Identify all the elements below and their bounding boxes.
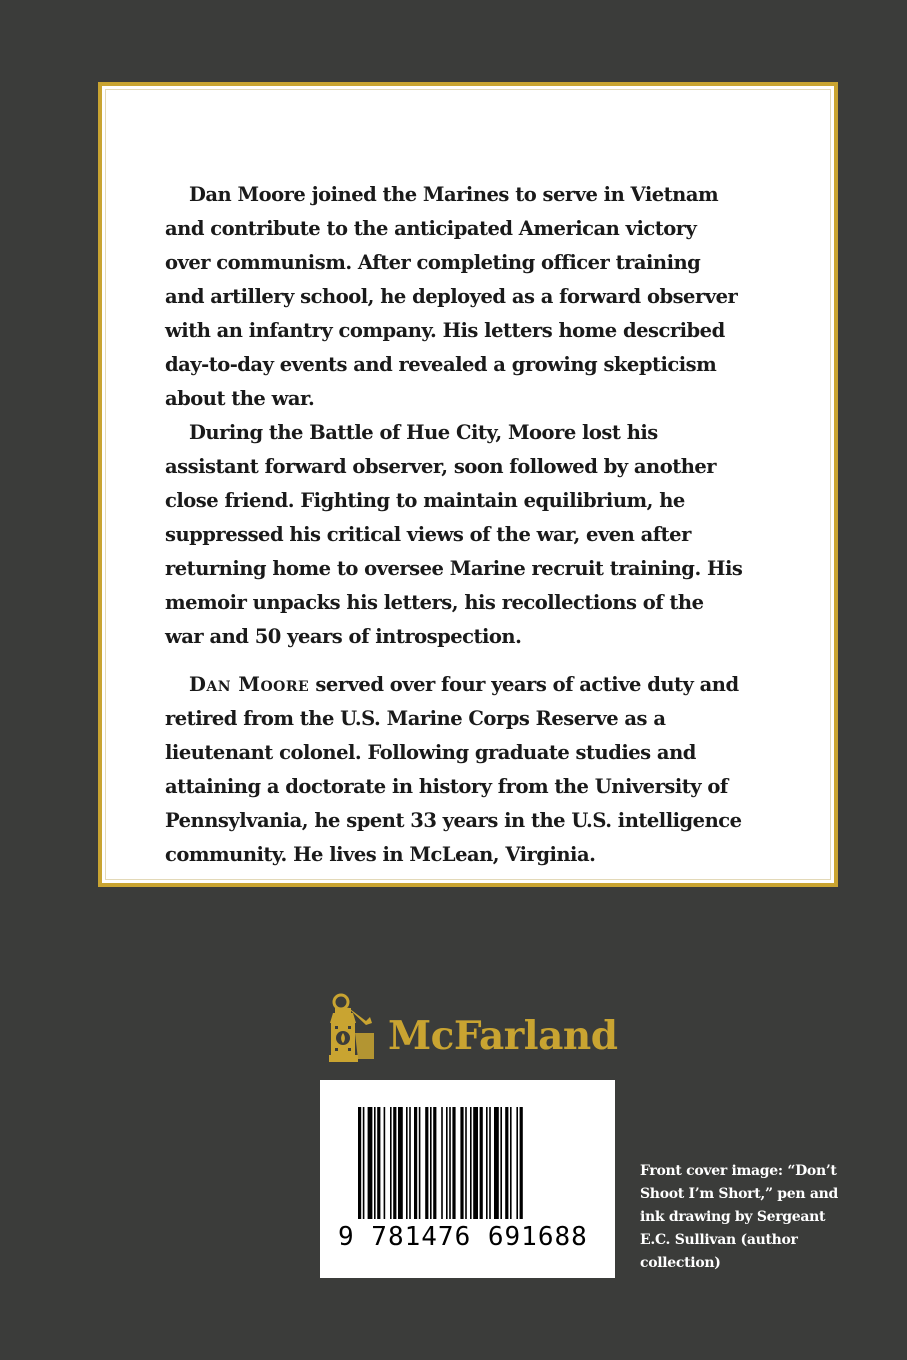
lantern-icon bbox=[326, 993, 384, 1068]
barcode-bar bbox=[414, 1107, 417, 1219]
isbn-number: 9 781476 691688 bbox=[338, 1222, 588, 1252]
blurb-paragraph-1: Dan Moore joined the Marines to serve in Vietnam and contribute to the anticipated American victory over communism. After completing officer training and artillery school, he deployed as a forward observer with an infantry company. His letters home described day-to-day events and revealed a growing skepticism about the war. bbox=[165, 183, 738, 410]
publisher-logo bbox=[326, 993, 618, 1068]
barcode-bar bbox=[406, 1107, 408, 1219]
barcode-bar bbox=[393, 1107, 396, 1219]
barcode-bar bbox=[470, 1107, 472, 1219]
barcode-bar bbox=[446, 1107, 448, 1219]
barcode bbox=[320, 1080, 615, 1278]
barcode-bar bbox=[465, 1107, 467, 1219]
barcode-bar bbox=[419, 1107, 421, 1219]
barcode-bar bbox=[486, 1107, 488, 1219]
barcode-bar bbox=[409, 1107, 411, 1219]
barcode-bar bbox=[425, 1107, 428, 1219]
barcode-bar bbox=[460, 1107, 463, 1219]
barcode-bar bbox=[363, 1107, 365, 1219]
barcode-bar bbox=[377, 1107, 380, 1219]
barcode-bar bbox=[494, 1107, 499, 1219]
barcode-bar bbox=[520, 1107, 523, 1219]
publisher-name: McFarland bbox=[388, 1012, 618, 1059]
author-bio bbox=[165, 668, 745, 872]
barcode-bar bbox=[430, 1107, 432, 1219]
barcode-bar bbox=[505, 1107, 508, 1219]
barcode-bar bbox=[384, 1107, 386, 1219]
barcode-bar bbox=[500, 1107, 502, 1219]
barcode-bar bbox=[510, 1107, 512, 1219]
barcode-bar bbox=[374, 1107, 376, 1219]
author-bio-text: served over four years of active duty and retired from the U.S. Marine Corps Reserve as a lieutenant colonel. Following graduate studies and attaining a doctorate in history from the University of Pennsylvania, he spent 33 years in the U.S. intelligence community. He lives in McLean, Virginia. bbox=[165, 673, 742, 866]
barcode-bars bbox=[358, 1107, 578, 1219]
barcode-bar bbox=[433, 1107, 436, 1219]
barcode-bar bbox=[449, 1107, 451, 1219]
barcode-bar bbox=[452, 1107, 455, 1219]
barcode-bar bbox=[516, 1107, 518, 1219]
cover-image-credit: Front cover image: “Don’t Shoot I’m Short,” pen and ink drawing by Sergeant E.C. Sullivan (author collection) bbox=[640, 1163, 838, 1271]
barcode-bar bbox=[441, 1107, 443, 1219]
barcode-bar bbox=[489, 1107, 491, 1219]
barcode-bar bbox=[358, 1107, 361, 1219]
barcode-bar bbox=[368, 1107, 373, 1219]
author-name: Dan Moore bbox=[189, 673, 310, 696]
barcode-bar bbox=[398, 1107, 403, 1219]
blurb-paragraph-2: During the Battle of Hue City, Moore lost his assistant forward observer, soon followed by another close friend. Fighting to maintain equilibrium, he suppressed his critical views of the war, even after returning home to oversee Marine recruit training. His memoir unpacks his letters, his recollections of the war and 50 years of introspection. bbox=[165, 421, 743, 648]
barcode-bar bbox=[473, 1107, 478, 1219]
barcode-bar bbox=[480, 1107, 483, 1219]
back-cover-text bbox=[165, 178, 745, 872]
barcode-bar bbox=[390, 1107, 392, 1219]
